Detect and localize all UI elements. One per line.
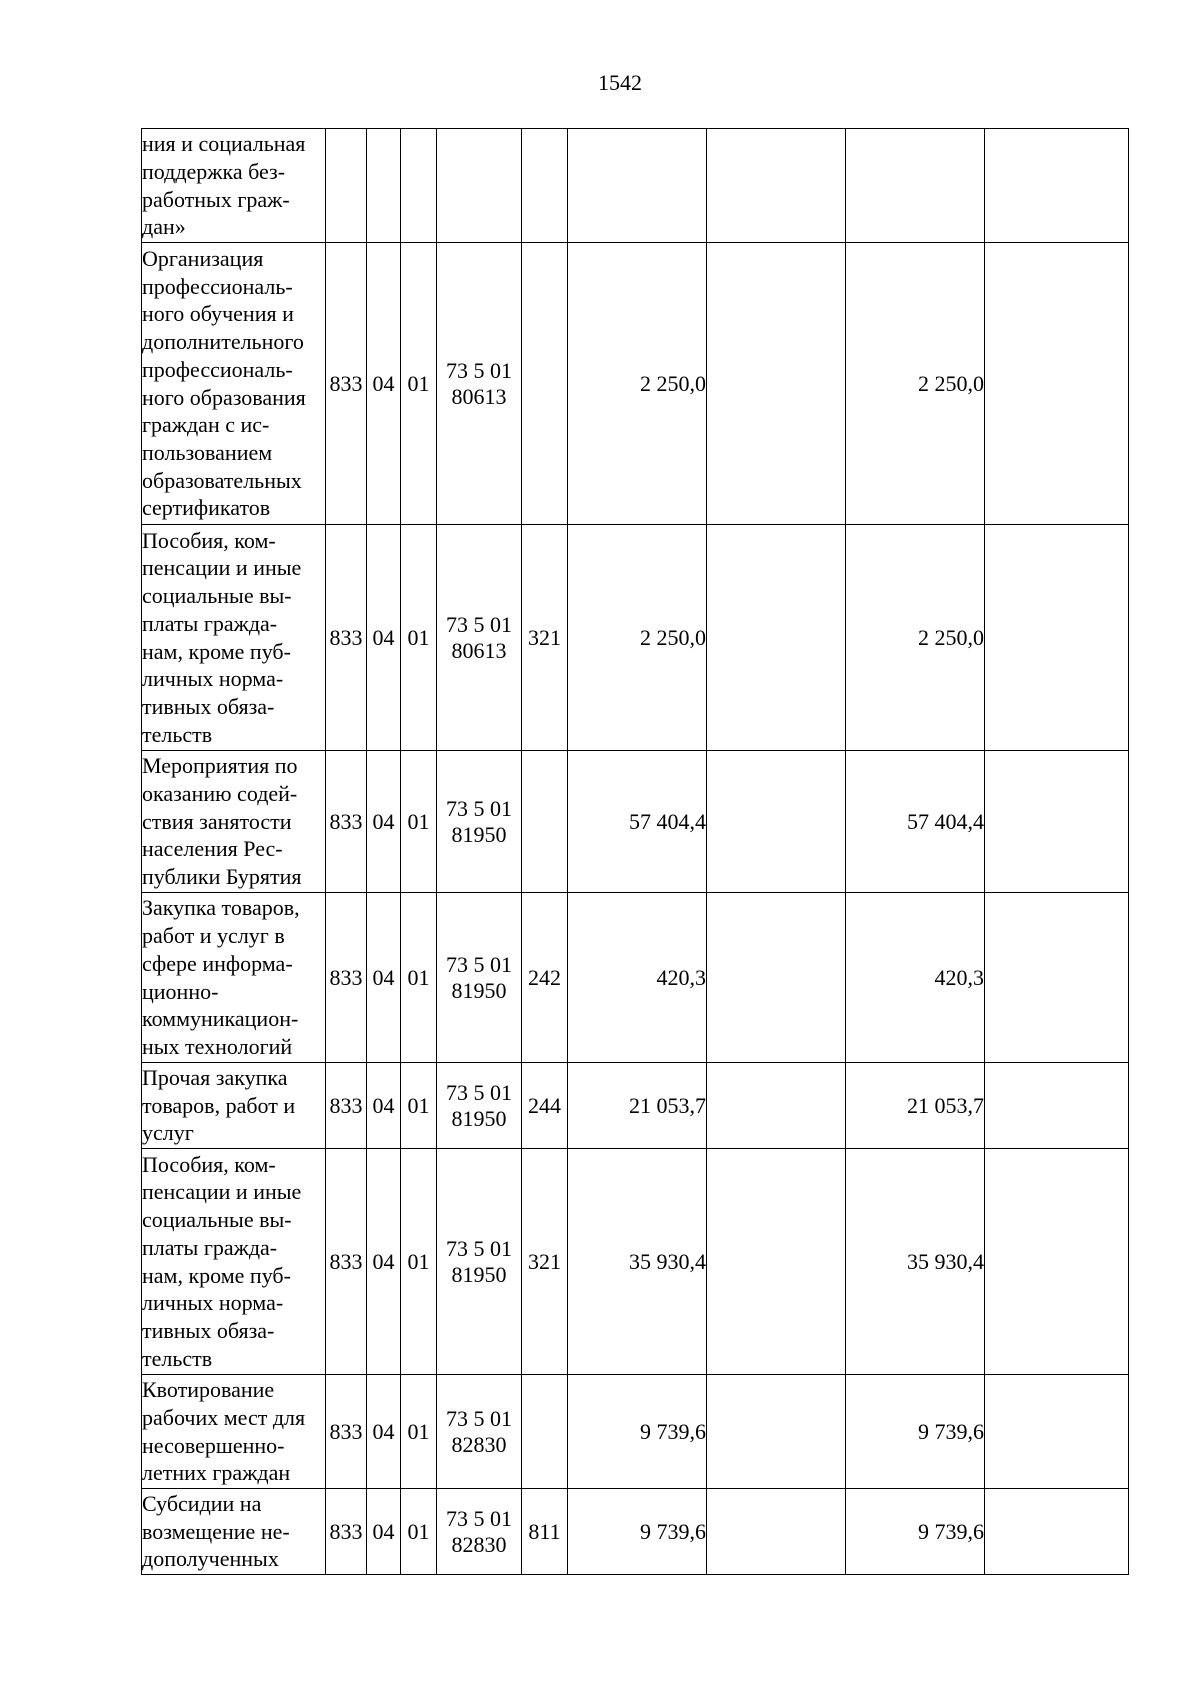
item-name-line: ционно- — [142, 978, 219, 1004]
item-name-line: пользованием — [142, 439, 273, 465]
target-article-line: 73 5 01 — [446, 951, 512, 977]
target-article-line: 80613 — [451, 383, 507, 409]
target-article-line: 80613 — [451, 637, 507, 663]
item-name-line: нам, кроме пуб- — [142, 638, 291, 664]
cell-expense-type: 321 — [522, 1149, 568, 1375]
cell-amount1: 2 250,0 — [568, 243, 707, 525]
item-name-line: нам, кроме пуб- — [142, 1262, 291, 1288]
table-row — [142, 525, 1129, 751]
cell-amount2 — [707, 243, 846, 525]
item-name-line: работных граж- — [142, 186, 290, 212]
cell-item-name — [142, 1063, 326, 1149]
cell-amount1: 9 739,6 — [568, 1375, 707, 1489]
cell-expense-type: 811 — [522, 1489, 568, 1575]
page-number: 1542 — [598, 70, 642, 95]
cell-subsection-code: 01 — [401, 1063, 437, 1149]
cell-section-code: 04 — [367, 1375, 401, 1489]
cell-amount1: 420,3 — [568, 893, 707, 1063]
cell-item-name — [142, 1149, 326, 1375]
cell-amount4 — [985, 1375, 1129, 1489]
item-name-line: социальные вы- — [142, 583, 292, 609]
cell-amount4 — [985, 1149, 1129, 1375]
cell-ministry-code — [326, 129, 367, 243]
cell-section-code: 04 — [367, 525, 401, 751]
item-name-line: ния и социальная — [142, 131, 306, 157]
cell-amount3: 21 053,7 — [846, 1063, 985, 1149]
item-name-line: публики Бурятия — [142, 864, 302, 890]
item-name-line: ного обучения и — [142, 301, 294, 327]
cell-expense-type — [522, 243, 568, 525]
item-name-line: летних граждан — [142, 1460, 291, 1486]
cell-subsection-code: 01 — [401, 893, 437, 1063]
item-name-line: оказанию содей- — [142, 780, 298, 806]
table-row — [142, 1149, 1129, 1375]
item-name-line: пенсации и иные — [142, 555, 302, 581]
cell-ministry-code: 833 — [326, 1149, 367, 1375]
cell-target-article — [437, 1375, 522, 1489]
item-name-line: Квотирование — [142, 1377, 275, 1403]
target-article-line: 81950 — [451, 1105, 507, 1131]
item-name-line: граждан с ис- — [142, 412, 270, 438]
item-name-line: личных норма- — [142, 1290, 284, 1316]
target-article-line: 73 5 01 — [446, 795, 512, 821]
cell-section-code: 04 — [367, 243, 401, 525]
item-name-line: тельств — [142, 1345, 213, 1371]
cell-subsection-code: 01 — [401, 525, 437, 751]
item-name-line: Прочая закупка — [142, 1064, 288, 1090]
item-name-line: тивных обяза- — [142, 693, 275, 719]
cell-expense-type — [522, 1375, 568, 1489]
cell-amount3: 9 739,6 — [846, 1375, 985, 1489]
item-name-line: платы гражда- — [142, 610, 278, 636]
cell-amount3: 2 250,0 — [846, 525, 985, 751]
item-name-line: Мероприятия по — [142, 753, 298, 779]
target-article-line: 73 5 01 — [446, 1235, 512, 1261]
item-name-line: профессиональ- — [142, 356, 293, 382]
item-name-line: коммуникацион- — [142, 1006, 299, 1032]
table-row — [142, 1489, 1129, 1575]
cell-amount1: 2 250,0 — [568, 525, 707, 751]
cell-target-article — [437, 751, 522, 893]
cell-section-code: 04 — [367, 1489, 401, 1575]
cell-amount1: 9 739,6 — [568, 1489, 707, 1575]
cell-amount4 — [985, 1489, 1129, 1575]
cell-amount2 — [707, 1149, 846, 1375]
cell-ministry-code: 833 — [326, 1489, 367, 1575]
item-name-line: платы гражда- — [142, 1234, 278, 1260]
target-article-line: 73 5 01 — [446, 1405, 512, 1431]
item-name-line: личных норма- — [142, 666, 284, 692]
cell-section-code: 04 — [367, 1063, 401, 1149]
item-name-line: товаров, работ и — [142, 1092, 296, 1118]
cell-amount2 — [707, 893, 846, 1063]
cell-amount4 — [985, 751, 1129, 893]
target-article-line: 73 5 01 — [446, 357, 512, 383]
table-row — [142, 129, 1129, 243]
cell-amount2 — [707, 751, 846, 893]
cell-target-article — [437, 1489, 522, 1575]
item-name-line: Пособия, ком- — [142, 527, 276, 553]
cell-target-article — [437, 1149, 522, 1375]
item-name-line: возмещение не- — [142, 1518, 290, 1544]
item-name-line: населения Рес- — [142, 836, 283, 862]
cell-subsection-code: 01 — [401, 1489, 437, 1575]
cell-expense-type — [522, 129, 568, 243]
cell-ministry-code: 833 — [326, 525, 367, 751]
cell-amount2 — [707, 1375, 846, 1489]
item-name-line: профессиональ- — [142, 273, 293, 299]
cell-subsection-code: 01 — [401, 751, 437, 893]
item-name-line: дополнительного — [142, 329, 304, 355]
item-name-line: образовательных — [142, 467, 302, 493]
cell-amount1 — [568, 129, 707, 243]
cell-amount1: 21 053,7 — [568, 1063, 707, 1149]
cell-item-name — [142, 1489, 326, 1575]
cell-amount3: 2 250,0 — [846, 243, 985, 525]
cell-amount3: 35 930,4 — [846, 1149, 985, 1375]
cell-ministry-code: 833 — [326, 243, 367, 525]
cell-ministry-code: 833 — [326, 751, 367, 893]
cell-target-article — [437, 129, 522, 243]
item-name-line: Закупка товаров, — [142, 895, 300, 921]
item-name-line: дополученных — [142, 1546, 279, 1572]
budget-table — [141, 128, 1129, 1575]
cell-amount3 — [846, 129, 985, 243]
target-article-line: 81950 — [451, 1261, 507, 1287]
item-name-line: сфере информа- — [142, 950, 293, 976]
item-name-line: несовершенно- — [142, 1432, 285, 1458]
target-article-line: 82830 — [451, 1431, 507, 1457]
item-name-line: Организация — [142, 245, 264, 271]
table-row — [142, 751, 1129, 893]
cell-item-name — [142, 525, 326, 751]
cell-amount2 — [707, 129, 846, 243]
cell-subsection-code: 01 — [401, 243, 437, 525]
item-name-line: пенсации и иные — [142, 1179, 302, 1205]
cell-amount4 — [985, 243, 1129, 525]
cell-section-code: 04 — [367, 893, 401, 1063]
cell-expense-type: 321 — [522, 525, 568, 751]
table-row — [142, 1063, 1129, 1149]
target-article-line: 81950 — [451, 977, 507, 1003]
cell-target-article — [437, 525, 522, 751]
cell-target-article — [437, 893, 522, 1063]
target-article-line: 73 5 01 — [446, 1505, 512, 1531]
item-name-line: тивных обяза- — [142, 1317, 275, 1343]
cell-ministry-code: 833 — [326, 893, 367, 1063]
cell-section-code: 04 — [367, 751, 401, 893]
cell-amount2 — [707, 1489, 846, 1575]
cell-target-article — [437, 1063, 522, 1149]
cell-amount4 — [985, 1063, 1129, 1149]
cell-expense-type: 244 — [522, 1063, 568, 1149]
cell-amount3: 57 404,4 — [846, 751, 985, 893]
target-article-line: 73 5 01 — [446, 1079, 512, 1105]
cell-amount4 — [985, 893, 1129, 1063]
cell-item-name — [142, 1375, 326, 1489]
cell-amount2 — [707, 525, 846, 751]
item-name-line: поддержка без- — [142, 158, 286, 184]
item-name-line: рабочих мест для — [142, 1404, 306, 1430]
item-name-line: ного образования — [142, 384, 306, 410]
item-name-line: работ и услуг в — [142, 923, 285, 949]
cell-amount1: 35 930,4 — [568, 1149, 707, 1375]
item-name-line: Субсидии на — [142, 1490, 262, 1516]
item-name-line: Пособия, ком- — [142, 1151, 276, 1177]
cell-subsection-code — [401, 129, 437, 243]
cell-item-name — [142, 129, 326, 243]
target-article-line: 73 5 01 — [446, 611, 512, 637]
cell-section-code — [367, 129, 401, 243]
item-name-line: дан» — [142, 214, 186, 240]
cell-target-article — [437, 243, 522, 525]
item-name-line: ных технологий — [142, 1033, 293, 1059]
cell-ministry-code: 833 — [326, 1063, 367, 1149]
cell-section-code: 04 — [367, 1149, 401, 1375]
cell-expense-type: 242 — [522, 893, 568, 1063]
cell-amount4 — [985, 525, 1129, 751]
cell-subsection-code: 01 — [401, 1149, 437, 1375]
cell-expense-type — [522, 751, 568, 893]
target-article-line: 82830 — [451, 1531, 507, 1557]
table-row — [142, 893, 1129, 1063]
item-name-line: услуг — [142, 1120, 194, 1146]
cell-amount4 — [985, 129, 1129, 243]
cell-item-name — [142, 893, 326, 1063]
item-name-line: тельств — [142, 721, 213, 747]
cell-amount3: 9 739,6 — [846, 1489, 985, 1575]
table-body — [142, 129, 1129, 1575]
target-article-line: 81950 — [451, 821, 507, 847]
item-name-line: социальные вы- — [142, 1207, 292, 1233]
table-row — [142, 1375, 1129, 1489]
cell-amount1: 57 404,4 — [568, 751, 707, 893]
cell-subsection-code: 01 — [401, 1375, 437, 1489]
cell-item-name — [142, 751, 326, 893]
cell-ministry-code: 833 — [326, 1375, 367, 1489]
cell-amount3: 420,3 — [846, 893, 985, 1063]
cell-amount2 — [707, 1063, 846, 1149]
table-row — [142, 243, 1129, 525]
cell-item-name — [142, 243, 326, 525]
item-name-line: сертификатов — [142, 495, 271, 521]
item-name-line: ствия занятости — [142, 808, 292, 834]
